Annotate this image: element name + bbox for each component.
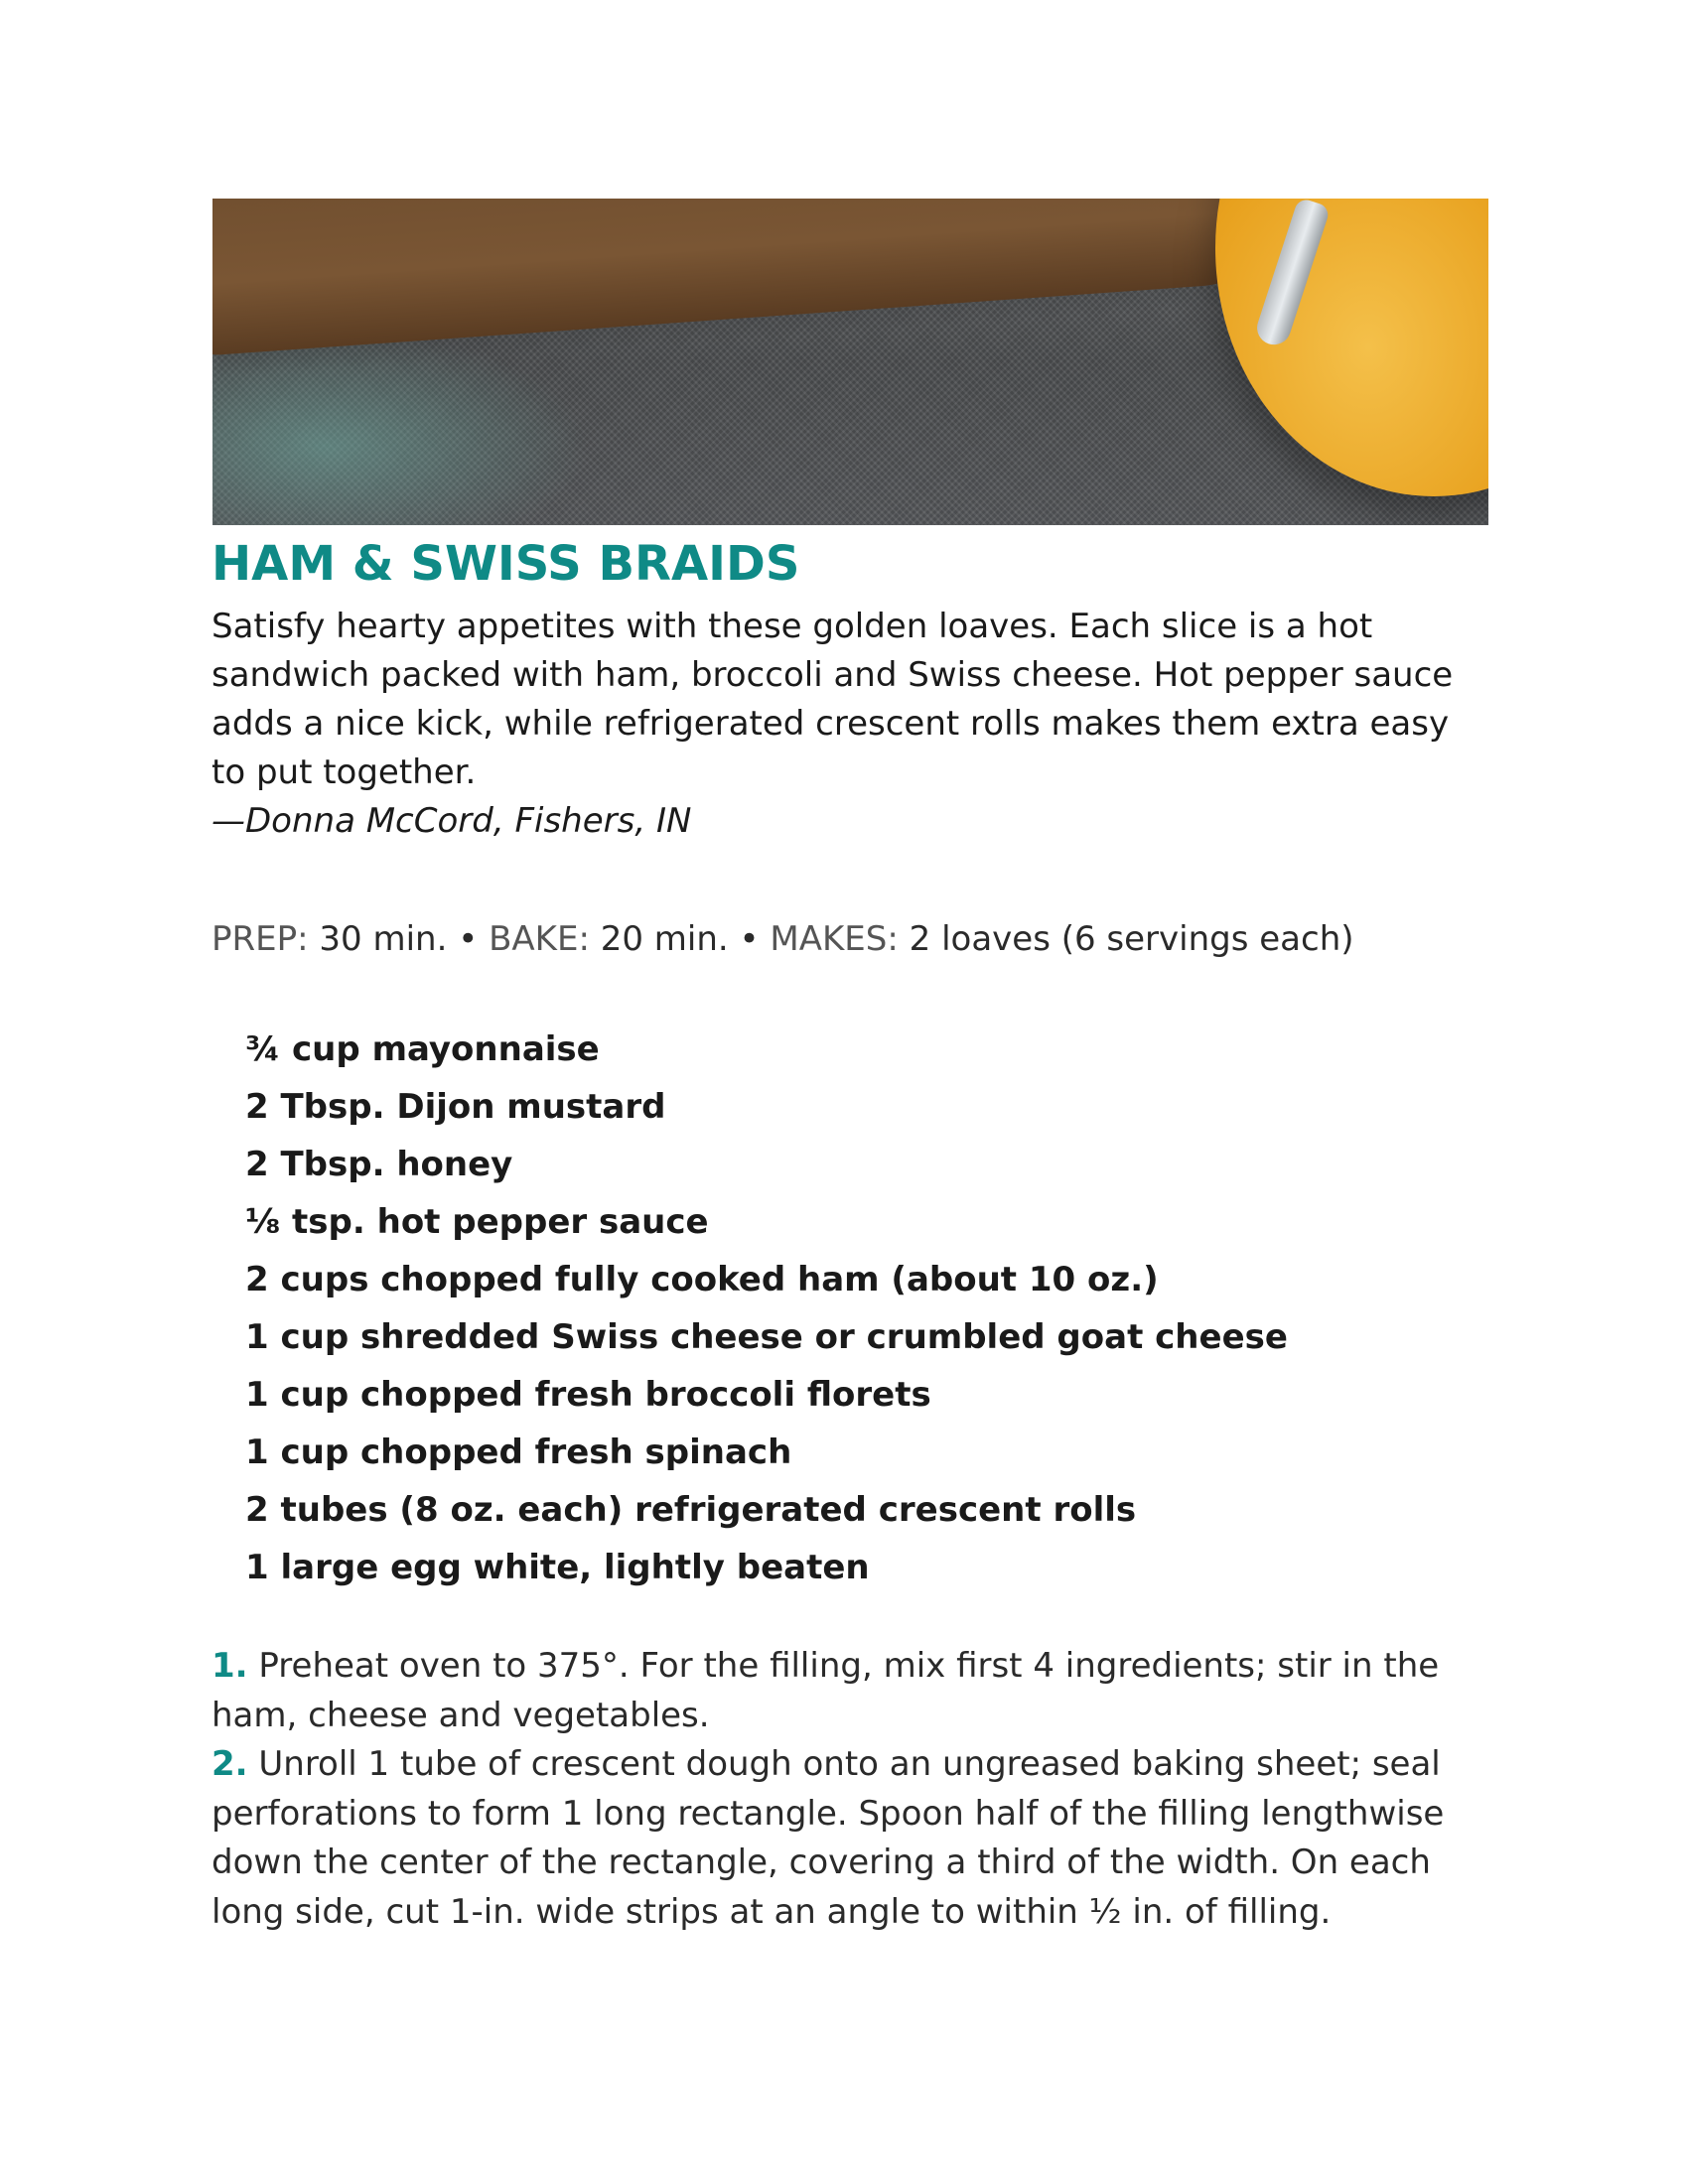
meta-separator: • [458,919,479,959]
makes-label: MAKES: [770,919,899,959]
recipe-photo [212,199,1488,525]
ingredient-item: 2 Tbsp. Dijon mustard [245,1087,666,1127]
recipe-title: HAM & SWISS BRAIDS [211,536,800,592]
prep-label: PREP: [211,919,309,959]
recipe-meta [211,915,1354,964]
bake-value: 20 min. [600,919,729,959]
ingredient-item: 2 tubes (8 oz. each) refrigerated crescent rolls [245,1490,1137,1530]
photo-bowl [1215,199,1488,496]
step-number: 1. [211,1646,248,1686]
ingredient-item: 2 cups chopped fully cooked ham (about 10 oz.) [245,1260,1159,1299]
ingredient-item: 1 cup shredded Swiss cheese or crumbled goat cheese [245,1317,1288,1357]
meta-separator: • [739,919,760,959]
ingredient-item: ⅛ tsp. hot pepper sauce [245,1202,709,1242]
ingredient-list [245,1021,1288,1596]
recipe-description: Satisfy hearty appetites with these golden loaves. Each slice is a hot sandwich packed with ham, broccoli and Swiss cheese. Hot pepper sauce adds a nice kick, while refrigerated crescent rolls makes them extra easy to put together. [211,607,1454,792]
ingredient-item: 1 cup chopped fresh broccoli florets [245,1375,931,1415]
ingredient-item: 1 cup chopped fresh spinach [245,1433,792,1472]
step-text: Preheat oven to 375°. For the filling, mix first 4 ingredients; stir in the ham, cheese and vegetables. [211,1646,1440,1735]
recipe-byline: —Donna McCord, Fishers, IN [211,801,692,841]
bake-label: BAKE: [489,919,590,959]
makes-value: 2 loaves (6 servings each) [909,919,1354,959]
directions [211,1642,1502,1937]
step-text: Unroll 1 tube of crescent dough onto an ungreased baking sheet; seal perforations to form 1 long rectangle. Spoon half of the filling lengthwise down the center of the rectangle, covering a third of the width. On each long side, cut 1-in. wide strips at an angle to within ½ in. of filling. [211,1744,1445,1932]
direction-step [211,1740,1502,1937]
direction-step [211,1642,1502,1740]
ingredient-item: 2 Tbsp. honey [245,1145,513,1184]
step-number: 2. [211,1744,248,1784]
ingredient-item: 1 large egg white, lightly beaten [245,1548,870,1587]
prep-value: 30 min. [319,919,448,959]
ingredient-item: ¾ cup mayonnaise [245,1029,600,1069]
